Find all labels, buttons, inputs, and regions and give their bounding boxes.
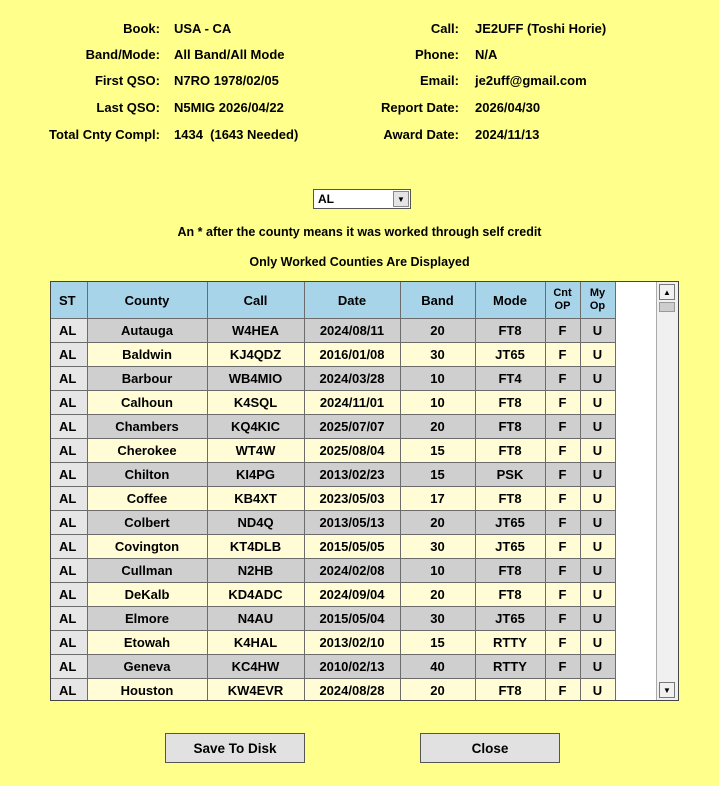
cell-st: AL (51, 391, 87, 415)
my-op-line2: Op (589, 300, 606, 312)
cell-band: 30 (400, 607, 475, 631)
cell-call: KW4EVR (207, 679, 304, 702)
cell-st: AL (51, 415, 87, 439)
table-row[interactable] (51, 535, 615, 559)
cell-date: 2013/02/23 (304, 463, 400, 487)
cell-cnt-op: F (545, 607, 580, 631)
cell-st: AL (51, 511, 87, 535)
county-grid[interactable] (50, 281, 679, 701)
cell-call: KC4HW (207, 655, 304, 679)
cell-date: 2024/08/11 (304, 319, 400, 343)
col-header-county[interactable]: County (87, 282, 207, 319)
self-credit-note: An * after the county means it was worked through self credit (177, 225, 542, 239)
cell-my-op: U (580, 631, 615, 655)
table-row[interactable] (51, 607, 615, 631)
cell-st: AL (51, 607, 87, 631)
cell-cnt-op: F (545, 367, 580, 391)
cell-date: 2016/01/08 (304, 343, 400, 367)
cell-band: 15 (400, 463, 475, 487)
only-worked-note: Only Worked Counties Are Displayed (249, 255, 470, 269)
cell-my-op: U (580, 343, 615, 367)
cell-cnt-op: F (545, 655, 580, 679)
cell-call: KQ4KIC (207, 415, 304, 439)
scroll-down-icon[interactable]: ▼ (659, 682, 675, 698)
cell-band: 20 (400, 583, 475, 607)
cell-band: 15 (400, 631, 475, 655)
cell-band: 17 (400, 487, 475, 511)
cell-county: Geneva (87, 655, 207, 679)
cell-county: Cullman (87, 559, 207, 583)
cell-my-op: U (580, 367, 615, 391)
cell-date: 2025/07/07 (304, 415, 400, 439)
cell-cnt-op: F (545, 343, 580, 367)
cell-mode: FT8 (475, 415, 545, 439)
cell-my-op: U (580, 535, 615, 559)
cell-date: 2024/09/04 (304, 583, 400, 607)
cell-mode: RTTY (475, 655, 545, 679)
band-mode-value: All Band/All Mode (174, 47, 285, 62)
table-row[interactable] (51, 463, 615, 487)
cell-band: 30 (400, 343, 475, 367)
cell-st: AL (51, 631, 87, 655)
cell-band: 40 (400, 655, 475, 679)
call-label: Call: (430, 21, 459, 36)
cell-county: Chambers (87, 415, 207, 439)
cell-date: 2013/02/10 (304, 631, 400, 655)
col-header-cnt-op[interactable] (545, 282, 580, 319)
table-row[interactable] (51, 655, 615, 679)
award-date-value: 2024/11/13 (475, 127, 540, 142)
cell-st: AL (51, 343, 87, 367)
cell-cnt-op: F (545, 463, 580, 487)
award-date-label: Award Date: (383, 127, 459, 142)
cell-cnt-op: F (545, 559, 580, 583)
book-label: Book: (123, 21, 160, 36)
total-cnty-value: 1434 (1643 Needed) (174, 127, 299, 142)
cell-mode: PSK (475, 463, 545, 487)
cell-mode: FT8 (475, 319, 545, 343)
cell-band: 10 (400, 391, 475, 415)
cell-county: Covington (87, 535, 207, 559)
cell-mode: JT65 (475, 535, 545, 559)
cnt-op-line1: Cnt (553, 287, 572, 299)
cell-band: 20 (400, 511, 475, 535)
cell-county: Calhoun (87, 391, 207, 415)
cell-st: AL (51, 439, 87, 463)
cell-date: 2024/08/28 (304, 679, 400, 702)
cell-my-op: U (580, 415, 615, 439)
table-row[interactable] (51, 415, 615, 439)
cell-st: AL (51, 367, 87, 391)
cell-band: 20 (400, 415, 475, 439)
cell-call: W4HEA (207, 319, 304, 343)
cell-cnt-op: F (545, 391, 580, 415)
cell-cnt-op: F (545, 631, 580, 655)
cell-cnt-op: F (545, 487, 580, 511)
report-date-label: Report Date: (380, 100, 459, 115)
cell-band: 20 (400, 679, 475, 702)
cell-date: 2010/02/13 (304, 655, 400, 679)
cell-mode: JT65 (475, 607, 545, 631)
cell-county: Etowah (87, 631, 207, 655)
table-row[interactable] (51, 439, 615, 463)
cell-call: K4HAL (207, 631, 304, 655)
cell-date: 2024/03/28 (304, 367, 400, 391)
col-header-mode[interactable]: Mode (475, 282, 545, 319)
cell-cnt-op: F (545, 535, 580, 559)
table-header-row (51, 282, 615, 319)
cell-my-op: U (580, 655, 615, 679)
cell-my-op: U (580, 439, 615, 463)
cell-date: 2023/05/03 (304, 487, 400, 511)
cell-cnt-op: F (545, 439, 580, 463)
cell-mode: FT8 (475, 559, 545, 583)
cell-cnt-op: F (545, 319, 580, 343)
total-cnty-label: Total Cnty Compl: (49, 127, 160, 142)
col-header-band[interactable]: Band (400, 282, 475, 319)
close-button[interactable]: Close (420, 733, 560, 763)
cell-my-op: U (580, 583, 615, 607)
cnt-op-line2: OP (554, 300, 571, 312)
cell-st: AL (51, 463, 87, 487)
cell-st: AL (51, 655, 87, 679)
col-header-date[interactable]: Date (304, 282, 400, 319)
band-mode-label: Band/Mode: (85, 47, 160, 62)
cell-mode: FT8 (475, 391, 545, 415)
cell-st: AL (51, 535, 87, 559)
cell-mode: FT8 (475, 679, 545, 702)
county-table (51, 282, 616, 701)
cell-band: 30 (400, 535, 475, 559)
cell-date: 2015/05/04 (304, 607, 400, 631)
first-qso-label: First QSO: (94, 73, 160, 88)
last-qso-label: Last QSO: (96, 100, 160, 115)
cell-county: Elmore (87, 607, 207, 631)
table-row[interactable] (51, 511, 615, 535)
state-select-value: AL (318, 192, 334, 206)
scroll-up-icon[interactable]: ▲ (659, 284, 675, 300)
table-body (51, 319, 615, 702)
table-row[interactable] (51, 319, 615, 343)
cell-call: KJ4QDZ (207, 343, 304, 367)
cell-my-op: U (580, 607, 615, 631)
cell-county: Autauga (87, 319, 207, 343)
cell-call: ND4Q (207, 511, 304, 535)
cell-county: Coffee (87, 487, 207, 511)
cell-county: Houston (87, 679, 207, 702)
cell-date: 2015/05/05 (304, 535, 400, 559)
table-row[interactable] (51, 631, 615, 655)
cell-mode: FT8 (475, 439, 545, 463)
cell-band: 10 (400, 559, 475, 583)
cell-call: N2HB (207, 559, 304, 583)
cell-my-op: U (580, 463, 615, 487)
first-qso-value: N7RO 1978/02/05 (174, 73, 279, 88)
state-select[interactable] (313, 189, 411, 209)
save-to-disk-button[interactable]: Save To Disk (165, 733, 305, 763)
table-row[interactable] (51, 679, 615, 702)
cell-cnt-op: F (545, 511, 580, 535)
chevron-down-icon[interactable]: ▼ (393, 191, 409, 207)
table-row[interactable] (51, 367, 615, 391)
cell-mode: JT65 (475, 343, 545, 367)
cell-call: KT4DLB (207, 535, 304, 559)
book-value: USA - CA (174, 21, 232, 36)
table-row[interactable] (51, 391, 615, 415)
cell-my-op: U (580, 487, 615, 511)
cell-call: KI4PG (207, 463, 304, 487)
cell-county: Baldwin (87, 343, 207, 367)
table-row[interactable] (51, 343, 615, 367)
email-label: Email: (419, 73, 459, 88)
cell-st: AL (51, 583, 87, 607)
cell-mode: RTTY (475, 631, 545, 655)
cell-county: Cherokee (87, 439, 207, 463)
cell-call: KB4XT (207, 487, 304, 511)
col-header-call[interactable]: Call (207, 282, 304, 319)
cell-date: 2024/11/01 (304, 391, 400, 415)
call-value: JE2UFF (Toshi Horie) (475, 21, 607, 36)
cell-my-op: U (580, 391, 615, 415)
last-qso-value: N5MIG 2026/04/22 (174, 100, 284, 115)
cell-my-op: U (580, 679, 615, 702)
email-value: je2uff@gmail.com (475, 73, 587, 88)
cell-call: KD4ADC (207, 583, 304, 607)
cell-mode: FT8 (475, 487, 545, 511)
my-op-line1: My (589, 287, 606, 299)
scroll-thumb[interactable] (659, 302, 675, 312)
phone-value: N/A (475, 47, 498, 62)
cell-county: Colbert (87, 511, 207, 535)
table-row[interactable] (51, 559, 615, 583)
cell-date: 2025/08/04 (304, 439, 400, 463)
cell-mode: FT8 (475, 583, 545, 607)
cell-call: K4SQL (207, 391, 304, 415)
cell-county: DeKalb (87, 583, 207, 607)
cell-date: 2013/05/13 (304, 511, 400, 535)
cell-st: AL (51, 319, 87, 343)
cell-my-op: U (580, 319, 615, 343)
cell-county: Chilton (87, 463, 207, 487)
col-header-st[interactable]: ST (51, 282, 87, 319)
cell-my-op: U (580, 511, 615, 535)
phone-label: Phone: (414, 47, 459, 62)
col-header-my-op[interactable] (580, 282, 615, 319)
table-row[interactable] (51, 487, 615, 511)
cell-st: AL (51, 559, 87, 583)
cell-my-op: U (580, 559, 615, 583)
cell-band: 10 (400, 367, 475, 391)
cell-call: WT4W (207, 439, 304, 463)
cell-mode: FT4 (475, 367, 545, 391)
cell-st: AL (51, 487, 87, 511)
cell-county: Barbour (87, 367, 207, 391)
cell-call: WB4MIO (207, 367, 304, 391)
cell-st: AL (51, 679, 87, 702)
cell-mode: JT65 (475, 511, 545, 535)
table-row[interactable] (51, 583, 615, 607)
vertical-scrollbar[interactable] (656, 282, 678, 700)
cell-band: 20 (400, 319, 475, 343)
cell-call: N4AU (207, 607, 304, 631)
cell-cnt-op: F (545, 583, 580, 607)
cell-date: 2024/02/08 (304, 559, 400, 583)
cell-band: 15 (400, 439, 475, 463)
cell-cnt-op: F (545, 679, 580, 702)
report-date-value: 2026/04/30 (475, 100, 541, 115)
cell-cnt-op: F (545, 415, 580, 439)
